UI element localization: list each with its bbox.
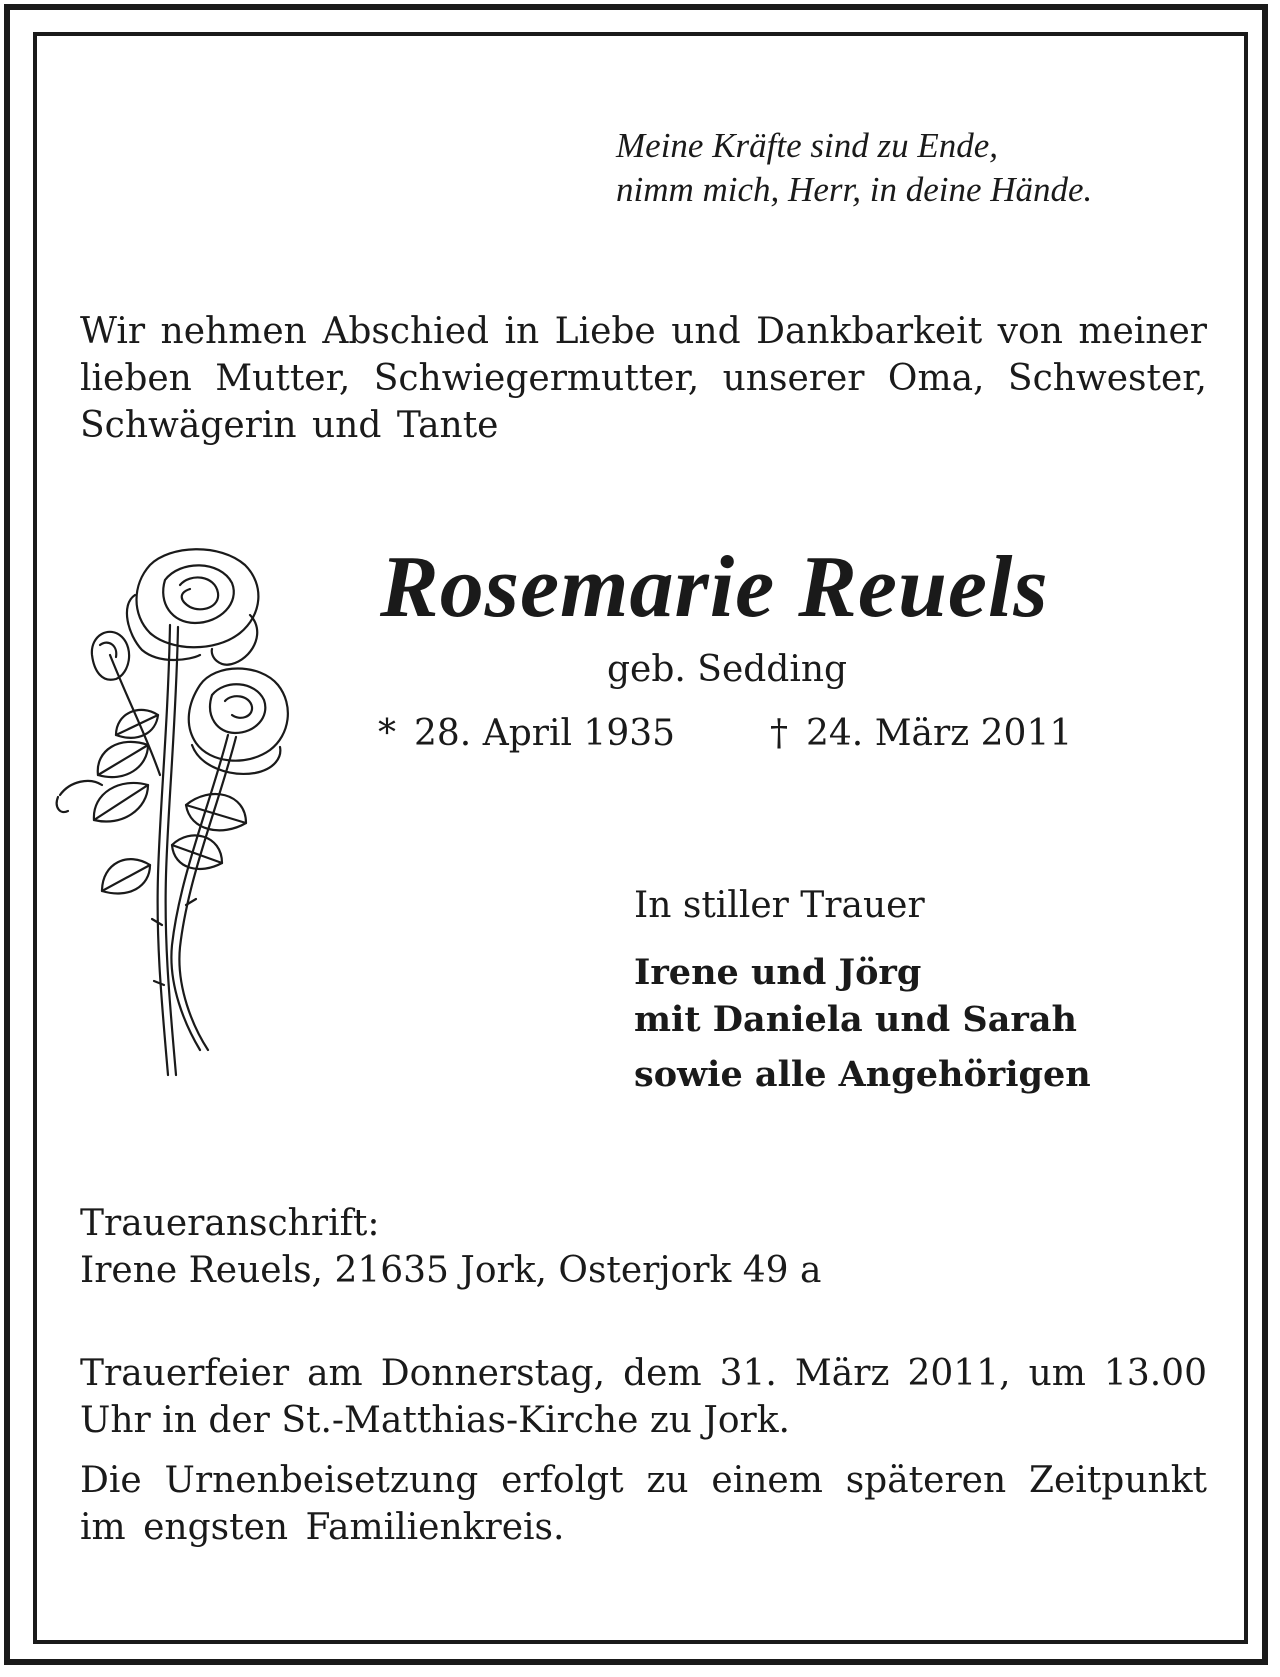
- address-block: [80, 1200, 1207, 1294]
- mourners-line-3: sowie alle Angehörigen: [634, 1054, 1091, 1095]
- motto-line-2: nimm mich, Herr, in deine Hände.: [616, 170, 1093, 209]
- motto-verse: [616, 124, 1236, 212]
- death-date-group: [770, 712, 1072, 756]
- death-date: 24. März 2011: [806, 713, 1073, 754]
- birth-date-group: [378, 712, 675, 756]
- mourners-line-1: Irene und Jörg: [634, 952, 922, 993]
- birth-symbol: *: [378, 713, 396, 754]
- life-dates: [378, 712, 1118, 758]
- birth-date: 28. April 1935: [414, 713, 676, 754]
- death-symbol: †: [770, 713, 788, 754]
- address-value: Irene Reuels, 21635 Jork, Osterjork 49 a: [80, 1250, 822, 1291]
- mourners-list: [634, 949, 1091, 1098]
- mourners-line-2: mit Daniela und Sarah: [634, 999, 1077, 1040]
- intro-text: Wir nehmen Abschied in Liebe und Dankbarkeit von meiner lieben Mutter, Schwiegermutter, unserer Oma, Schwester, Schwägerin und Tante: [80, 311, 1207, 446]
- mourning-heading: In stiller Trauer: [634, 885, 925, 926]
- deceased-name: Rosemarie Reuels: [380, 539, 1049, 636]
- urn-burial-info: Die Urnenbeisetzung erfolgt zu einem späteren Zeitpunkt im engsten Familienkreis.: [80, 1460, 1207, 1548]
- address-label: Traueranschrift:: [80, 1203, 380, 1244]
- motto-line-1: Meine Kräfte sind zu Ende,: [616, 126, 999, 165]
- funeral-info: Trauerfeier am Donnerstag, dem 31. März 2011, um 13.00 Uhr in der St.-Matthias-Kirche zu Jork.: [80, 1353, 1207, 1441]
- rose-illustration-icon: [50, 545, 310, 1085]
- birth-name: geb. Sedding: [607, 649, 848, 690]
